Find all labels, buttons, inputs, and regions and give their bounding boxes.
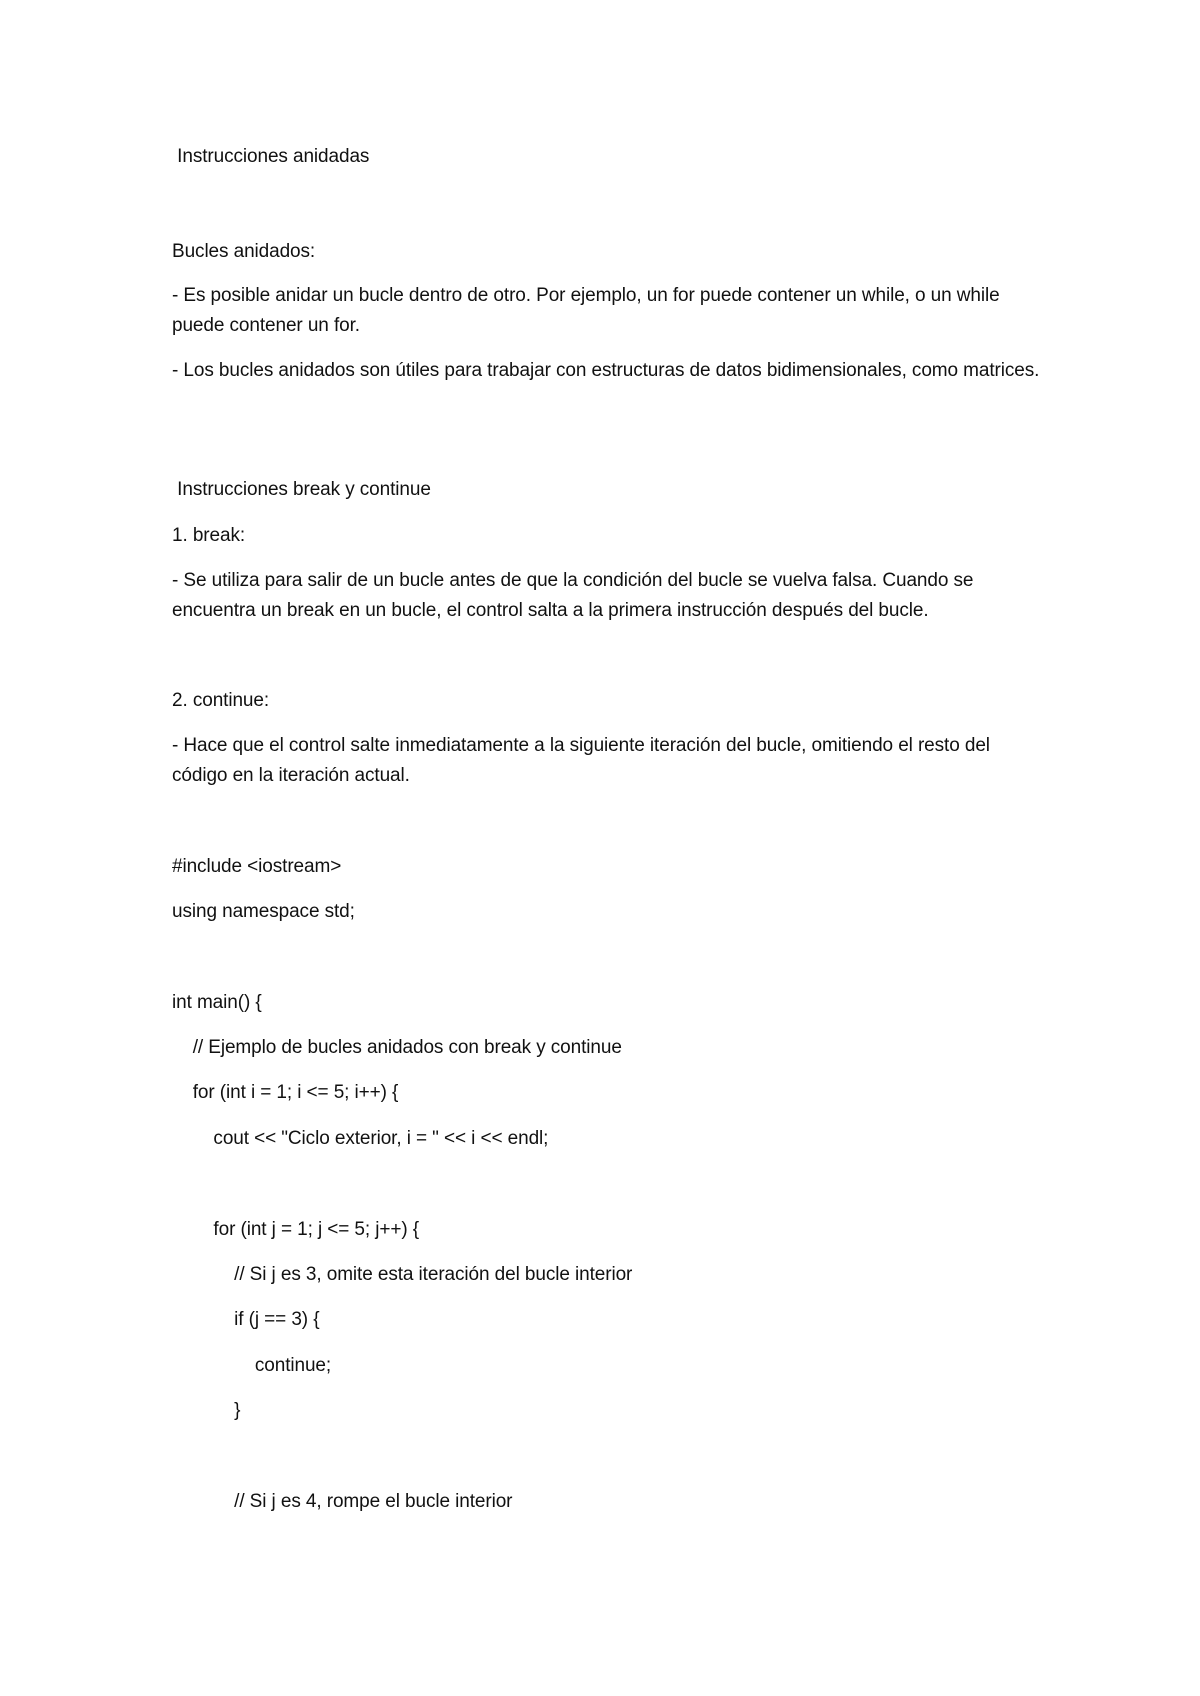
break-title: 1. break: [172, 525, 246, 546]
break-paragraph: - Se utiliza para salir de un bucle antes de que la condición del bucle se vuelva falsa. Cuando se encuentra un break en un bucle, el control salta a la primera instrucción después del bucle. [172, 570, 974, 621]
code-line: int main() { [172, 992, 262, 1013]
code-line: for (int i = 1; i <= 5; i++) { [172, 1082, 399, 1103]
nested-loops-paragraph-2: - Los bucles anidados son útiles para trabajar con estructuras de datos bidimensionales, como matrices. [172, 360, 1040, 381]
nested-loops-title: Bucles anidados: [172, 241, 316, 262]
code-comment-line: // Si j es 3, omite esta iteración del bucle interior [172, 1264, 633, 1285]
section-heading-break-continue: Instrucciones break y continue [172, 479, 431, 500]
continue-paragraph: - Hace que el control salte inmediatamente a la siguiente iteración del bucle, omitiendo el resto del código en la iteración actual. [172, 735, 990, 786]
code-line: if (j == 3) { [172, 1309, 320, 1330]
code-comment-line: // Ejemplo de bucles anidados con break y continue [172, 1037, 622, 1058]
nested-loops-paragraph-1: - Es posible anidar un bucle dentro de otro. Por ejemplo, un for puede contener un while, o un while puede contener un for. [172, 285, 1000, 336]
section-heading-nested: Instrucciones anidadas [172, 146, 370, 167]
continue-title: 2. continue: [172, 690, 270, 711]
code-line: cout << "Ciclo exterior, i = " << i << endl; [172, 1128, 549, 1149]
code-line: continue; [172, 1355, 332, 1376]
code-line: } [172, 1400, 241, 1421]
code-line: using namespace std; [172, 901, 355, 922]
code-comment-line: // Si j es 4, rompe el bucle interior [172, 1491, 513, 1512]
code-line: for (int j = 1; j <= 5; j++) { [172, 1219, 420, 1240]
code-line: #include <iostream> [172, 856, 342, 877]
